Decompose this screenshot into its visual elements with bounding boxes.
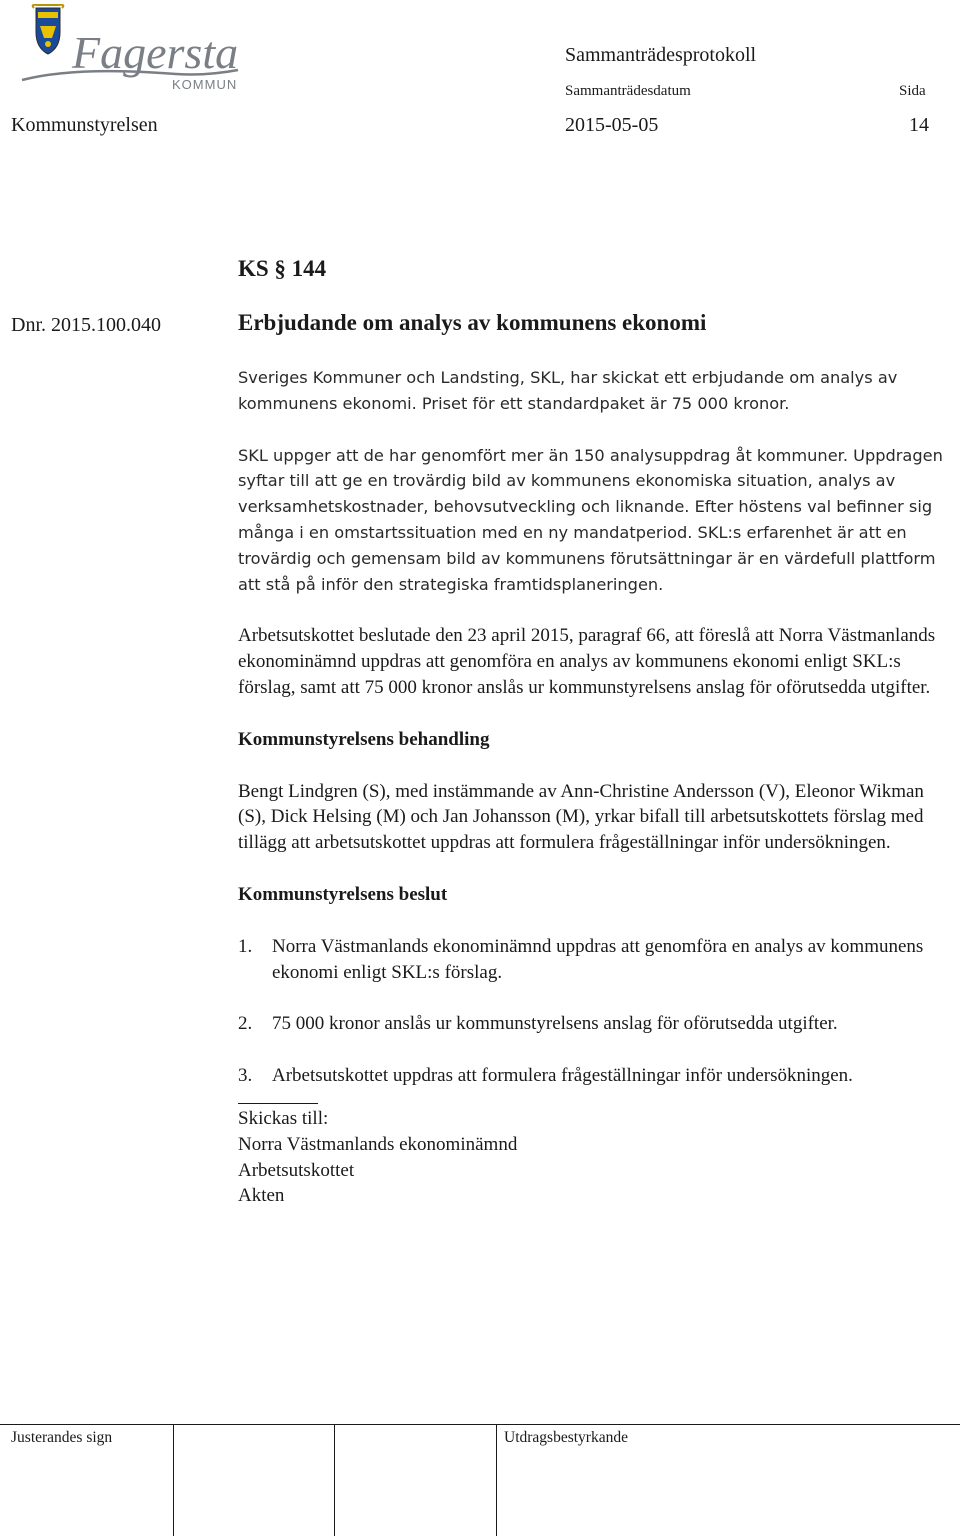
decision-text: 75 000 kronor anslås ur kommunstyrelsens anslag för oförutsedda utgifter. bbox=[272, 1013, 838, 1035]
page-number: 14 bbox=[909, 114, 929, 136]
date-label: Sammanträdesdatum bbox=[565, 83, 691, 99]
main-content bbox=[238, 365, 954, 1209]
recipient: Akten bbox=[238, 1185, 285, 1207]
meeting-date: 2015-05-05 bbox=[565, 114, 659, 136]
case-title: Erbjudande om analys av kommunens ekonomi bbox=[238, 310, 707, 335]
recipient: Norra Västmanlands ekonominämnd bbox=[238, 1133, 518, 1155]
paragraph-proposal: Bengt Lindgren (S), med instämmande av Ann-Christine Andersson (V), Eleonor Wikman (S), Dick Helsing (M) och Jan Johansson (M), yrkar bifall till arbetsutskottets förslag med tillägg att arbetsutskottet uppdras att formulera frågeställningar inför undersökningen. bbox=[238, 780, 924, 854]
logo-text: Fagersta bbox=[72, 27, 239, 78]
paragraph-number: KS § 144 bbox=[238, 256, 327, 281]
decision-item bbox=[238, 934, 954, 986]
page-label: Sida bbox=[899, 83, 926, 99]
organization: Kommunstyrelsen bbox=[11, 114, 158, 136]
extract-label: Utdragsbestyrkande bbox=[504, 1429, 628, 1446]
send-to-label: Skickas till: bbox=[238, 1107, 329, 1129]
fagersta-logo bbox=[16, 4, 246, 96]
paragraph-intro: Sveriges Kommuner och Landsting, SKL, har skickat ett erbjudande om analys av kommunens ekonomi. Priset för ett standardpaket är 75 000 kronor. bbox=[238, 368, 898, 413]
decision-item bbox=[238, 1063, 954, 1089]
decision-text: Norra Västmanlands ekonominämnd uppdras att genomföra en analys av kommunens ekonomi enligt SKL:s förslag. bbox=[272, 935, 924, 983]
logo-subtext: KOMMUN bbox=[172, 77, 238, 92]
document-type: Sammanträdesprotokoll bbox=[565, 44, 757, 66]
heading-beslut: Kommunstyrelsens beslut bbox=[238, 883, 448, 905]
signature-label: Justerandes sign bbox=[11, 1429, 113, 1446]
decision-item bbox=[238, 1011, 954, 1037]
paragraph-background: SKL uppger att de har genomfört mer än 150 analysuppdrag åt kommuner. Uppdragen syftar till att ge en trovärdig bild av kommunens ekonomiska situation, analys av verksamhetskostnader, behovsutveckling och liknande. Efter höstens val befinner sig många i en omstartssituation med en ny mandatperiod. SKL:s erfarenhet är att en trovärdig och gemensam bild av kommunens förutsättningar är en värdefull plattform att stå på inför den strategiska framtidsplaneringen. bbox=[238, 445, 943, 594]
signature-boxes bbox=[0, 1424, 960, 1536]
coat-of-arms-icon bbox=[33, 5, 64, 54]
box-divider bbox=[173, 1424, 174, 1536]
box-divider bbox=[334, 1424, 335, 1536]
diary-number: Dnr. 2015.100.040 bbox=[11, 314, 161, 336]
heading-behandling: Kommunstyrelsens behandling bbox=[238, 728, 490, 750]
decision-number: 3. bbox=[238, 1065, 253, 1087]
divider bbox=[238, 1103, 318, 1104]
decision-number: 1. bbox=[238, 935, 253, 957]
paragraph-committee: Arbetsutskottet beslutade den 23 april 2015, paragraf 66, att föreslå att Norra Västmanlands ekonominämnd uppdras att genomföra en analys av kommunens ekonomi enligt SKL:s förslag, samt att 75 000 kronor anslås ur kommunstyrelsens anslag för oförutsedda utgifter. bbox=[238, 625, 936, 698]
recipient: Arbetsutskottet bbox=[238, 1159, 355, 1181]
decision-number: 2. bbox=[238, 1013, 253, 1035]
box-divider bbox=[496, 1424, 497, 1536]
decision-text: Arbetsutskottet uppdras att formulera frågeställningar inför undersökningen. bbox=[272, 1065, 853, 1087]
